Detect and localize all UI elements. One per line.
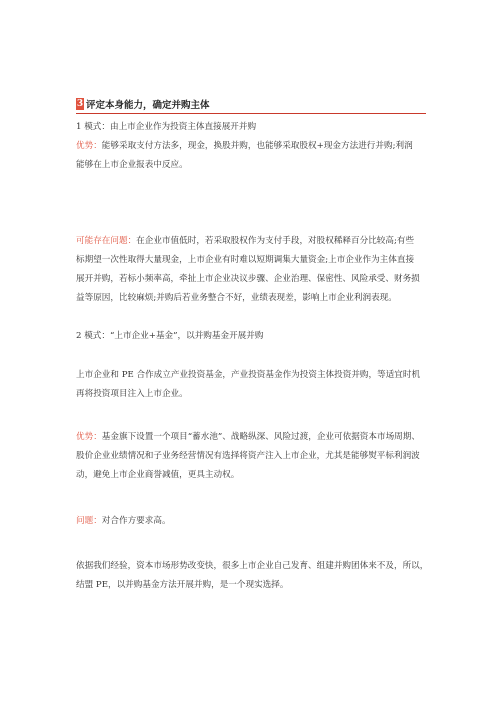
advantage-text: 能够采取支付方法多，现金，换股并购，也能够采取股权+现金方法进行并购;利润 [101, 141, 413, 151]
advantage-label: 优势： [76, 432, 102, 442]
problem-label: 问题： [76, 516, 102, 526]
section-number-badge: 3 [76, 98, 84, 109]
mode-1-problem-line-4: 益等原因，比较麻烦;并购后若业务整合不好，业绩表现差，影响上市企业利润表现。 [76, 293, 397, 303]
problem-text: 对合作方要求高。 [101, 516, 171, 526]
problem-label: 可能存在问题： [76, 236, 137, 246]
advantage-text: 基金旗下设置一个项目“蓄水池”、战略纵深、风险过渡，企业可依据资本市场周期、 [101, 432, 420, 442]
mode-2-intro-line-1: 上市企业和 PE 合作成立产业投资基金，产业投资基金作为投资主体投资并购，等适宜时机 [76, 370, 421, 380]
mode-1-title: 1 模式：由上市企业作为投资主体直接展开并购 [76, 122, 257, 132]
mode-2-problem-line [76, 515, 171, 527]
mode-2-advantage-line-2: 股价企业业绩情况和子业务经营情况有选择将资产注入上市企业，尤其是能够熨平标利润波 [76, 451, 420, 461]
closing-line-2: 结盟 PE，以并购基金方法开展并购，是一个现实选择。 [76, 580, 289, 590]
mode-1-problem-line-1 [76, 235, 414, 247]
mode-2-intro-line-2: 再将投资项目注入上市企业。 [76, 389, 188, 399]
section-heading [76, 96, 426, 111]
advantage-label: 优势： [76, 141, 102, 151]
heading-underline [76, 113, 426, 114]
mode-1-problem-line-3: 展开并购，若标小频率高，牵扯上市企业决议步骤、企业治理、保密性、风险承受、财务损 [76, 274, 420, 284]
problem-text: 在企业市值低时，若采取股权作为支付手段，对股权稀释百分比较高;有些 [136, 236, 415, 246]
mode-1-problem-line-2: 标期望一次性取得大量现金，上市企业有时难以短期调集大量资金;上市企业作为主体直接 [76, 255, 415, 265]
closing-line-1: 依据我们经验，资本市场形势改变快，很多上市企业自己发育、组建并购团体来不及，所以， [76, 561, 429, 571]
section-heading-text: 评定本身能力，确定并购主体 [86, 99, 210, 111]
mode-2-advantage-line-1 [76, 431, 420, 443]
mode-1-advantage-line-1 [76, 140, 413, 152]
mode-2-advantage-line-3: 动，避免上市企业商誉减值，更具主动权。 [76, 470, 240, 480]
mode-1-advantage-line-2: 能够在上市企业报表中反应。 [76, 160, 188, 170]
mode-2-title: 2 模式：“上市企业+基金”，以并购基金开展并购 [76, 331, 264, 341]
